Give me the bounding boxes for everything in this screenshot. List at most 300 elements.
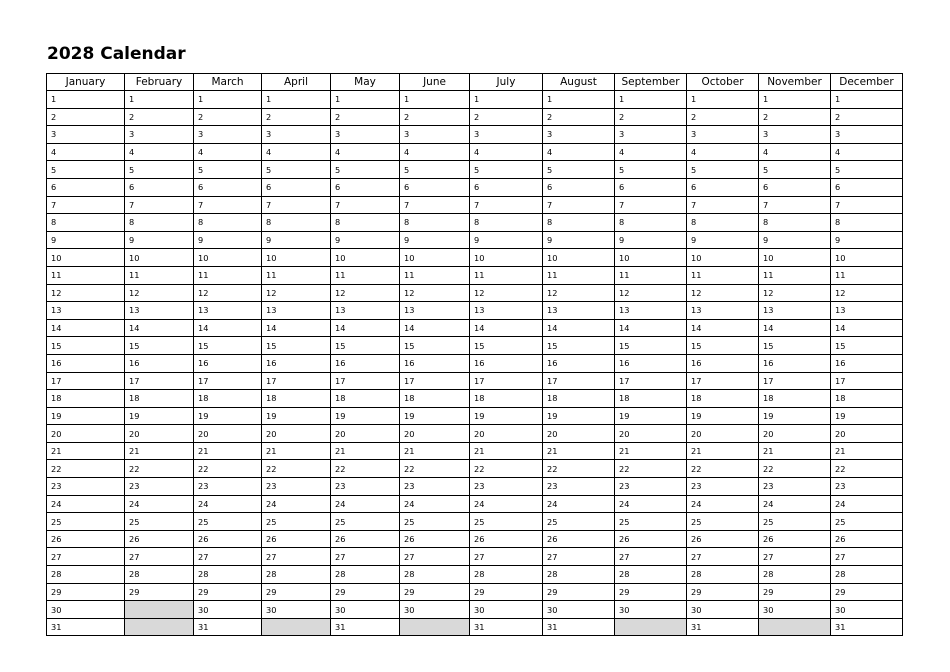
day-cell: 17 [759, 372, 831, 390]
day-cell: 8 [470, 214, 543, 232]
day-row [47, 372, 903, 390]
month-header-september: September [615, 74, 687, 91]
day-cell: 26 [687, 530, 759, 548]
day-cell: 26 [543, 530, 615, 548]
day-cell: 5 [831, 161, 903, 179]
day-cell: 23 [125, 478, 194, 496]
day-cell: 7 [194, 196, 262, 214]
day-row [47, 566, 903, 584]
day-cell: 16 [331, 354, 400, 372]
day-cell: 18 [400, 390, 470, 408]
day-cell: 22 [687, 460, 759, 478]
day-cell: 1 [759, 91, 831, 109]
day-cell: 13 [470, 302, 543, 320]
day-row [47, 196, 903, 214]
day-cell: 26 [615, 530, 687, 548]
day-cell: 1 [687, 91, 759, 109]
day-cell: 4 [543, 143, 615, 161]
day-cell: 24 [615, 495, 687, 513]
day-cell: 8 [331, 214, 400, 232]
day-cell: 23 [759, 478, 831, 496]
day-cell: 9 [543, 231, 615, 249]
day-cell: 25 [831, 513, 903, 531]
day-cell: 24 [759, 495, 831, 513]
day-cell: 13 [125, 302, 194, 320]
day-cell: 3 [125, 126, 194, 144]
day-cell: 4 [615, 143, 687, 161]
day-cell: 13 [400, 302, 470, 320]
day-cell: 17 [470, 372, 543, 390]
day-cell: 29 [400, 583, 470, 601]
day-cell: 4 [125, 143, 194, 161]
day-cell: 22 [831, 460, 903, 478]
day-cell: 3 [615, 126, 687, 144]
day-cell: 17 [331, 372, 400, 390]
day-cell: 28 [470, 566, 543, 584]
day-cell: 31 [831, 618, 903, 636]
day-row [47, 126, 903, 144]
day-cell: 11 [262, 266, 331, 284]
month-header-february: February [125, 74, 194, 91]
day-cell: 27 [831, 548, 903, 566]
day-cell: 19 [194, 407, 262, 425]
day-cell: 9 [759, 231, 831, 249]
day-cell: 13 [543, 302, 615, 320]
day-cell: 18 [543, 390, 615, 408]
day-cell: 13 [194, 302, 262, 320]
day-cell: 5 [615, 161, 687, 179]
day-cell: 26 [759, 530, 831, 548]
day-cell: 9 [47, 231, 125, 249]
day-cell: 15 [615, 337, 687, 355]
day-cell: 28 [47, 566, 125, 584]
day-cell: 1 [543, 91, 615, 109]
day-cell: 25 [759, 513, 831, 531]
day-cell: 29 [543, 583, 615, 601]
day-cell: 26 [831, 530, 903, 548]
day-cell: 20 [615, 425, 687, 443]
day-cell: 13 [262, 302, 331, 320]
day-cell: 16 [400, 354, 470, 372]
day-cell: 13 [831, 302, 903, 320]
day-cell: 8 [543, 214, 615, 232]
day-cell: 26 [194, 530, 262, 548]
day-cell: 2 [262, 108, 331, 126]
day-cell: 30 [262, 601, 331, 619]
day-cell: 21 [47, 442, 125, 460]
day-cell: 19 [262, 407, 331, 425]
day-cell: 6 [194, 178, 262, 196]
day-cell: 8 [759, 214, 831, 232]
day-cell: 21 [687, 442, 759, 460]
day-cell: 20 [125, 425, 194, 443]
month-header-june: June [400, 74, 470, 91]
day-cell: 24 [400, 495, 470, 513]
day-cell: 30 [400, 601, 470, 619]
day-cell: 29 [470, 583, 543, 601]
day-cell: 19 [331, 407, 400, 425]
day-cell: 10 [831, 249, 903, 267]
day-cell: 14 [687, 319, 759, 337]
day-cell: 16 [125, 354, 194, 372]
day-cell: 20 [262, 425, 331, 443]
day-cell: 16 [194, 354, 262, 372]
day-cell: 23 [470, 478, 543, 496]
day-cell: 15 [759, 337, 831, 355]
day-row [47, 178, 903, 196]
day-cell: 4 [262, 143, 331, 161]
day-cell: 20 [831, 425, 903, 443]
day-cell: 2 [831, 108, 903, 126]
day-cell: 12 [470, 284, 543, 302]
day-cell: 12 [615, 284, 687, 302]
day-cell: 23 [400, 478, 470, 496]
day-cell: 16 [470, 354, 543, 372]
day-cell: 12 [400, 284, 470, 302]
day-cell: 1 [47, 91, 125, 109]
day-cell: 3 [47, 126, 125, 144]
day-cell: 23 [262, 478, 331, 496]
day-cell: 27 [331, 548, 400, 566]
day-cell: 13 [759, 302, 831, 320]
day-cell: 11 [400, 266, 470, 284]
day-row [47, 91, 903, 109]
day-cell: 6 [400, 178, 470, 196]
day-cell: 31 [470, 618, 543, 636]
day-cell: 4 [470, 143, 543, 161]
day-cell: 15 [331, 337, 400, 355]
day-cell: 13 [331, 302, 400, 320]
day-cell: 7 [759, 196, 831, 214]
day-cell: 31 [194, 618, 262, 636]
day-cell: 28 [687, 566, 759, 584]
day-cell: 29 [262, 583, 331, 601]
day-cell: 7 [687, 196, 759, 214]
day-cell: 25 [687, 513, 759, 531]
day-cell: 20 [470, 425, 543, 443]
day-cell: 25 [400, 513, 470, 531]
day-cell: 30 [194, 601, 262, 619]
month-header-august: August [543, 74, 615, 91]
calendar-body [47, 91, 903, 636]
day-cell: 17 [262, 372, 331, 390]
day-cell: 1 [262, 91, 331, 109]
day-cell: 12 [831, 284, 903, 302]
day-cell: 26 [125, 530, 194, 548]
day-cell: 21 [262, 442, 331, 460]
day-cell: 6 [543, 178, 615, 196]
day-cell: 13 [615, 302, 687, 320]
day-cell: 2 [470, 108, 543, 126]
day-cell: 4 [759, 143, 831, 161]
day-cell: 3 [831, 126, 903, 144]
day-cell: 31 [47, 618, 125, 636]
day-cell: 15 [400, 337, 470, 355]
day-cell: 8 [262, 214, 331, 232]
day-cell: 24 [543, 495, 615, 513]
day-cell: 11 [615, 266, 687, 284]
day-cell: 25 [125, 513, 194, 531]
day-cell: 10 [759, 249, 831, 267]
day-cell: 20 [47, 425, 125, 443]
day-cell: 24 [47, 495, 125, 513]
day-cell: 4 [400, 143, 470, 161]
day-cell: 29 [47, 583, 125, 601]
day-cell: 14 [331, 319, 400, 337]
day-cell: 6 [262, 178, 331, 196]
day-cell: 9 [262, 231, 331, 249]
day-cell: 24 [125, 495, 194, 513]
day-cell: 10 [400, 249, 470, 267]
day-cell: 25 [331, 513, 400, 531]
day-cell: 21 [400, 442, 470, 460]
day-cell: 9 [687, 231, 759, 249]
day-cell: 29 [831, 583, 903, 601]
day-cell: 15 [47, 337, 125, 355]
day-cell: 31 [331, 618, 400, 636]
day-cell: 10 [47, 249, 125, 267]
day-cell: 10 [125, 249, 194, 267]
day-cell: 23 [543, 478, 615, 496]
day-cell: 14 [759, 319, 831, 337]
day-cell: 22 [47, 460, 125, 478]
month-header-april: April [262, 74, 331, 91]
empty-day-cell [759, 618, 831, 636]
month-header-row [47, 74, 903, 91]
day-cell: 16 [543, 354, 615, 372]
day-cell: 3 [543, 126, 615, 144]
day-cell: 5 [543, 161, 615, 179]
day-cell: 20 [687, 425, 759, 443]
day-cell: 29 [331, 583, 400, 601]
day-cell: 27 [543, 548, 615, 566]
day-row [47, 214, 903, 232]
day-cell: 14 [194, 319, 262, 337]
day-cell: 27 [400, 548, 470, 566]
day-cell: 14 [543, 319, 615, 337]
day-cell: 27 [470, 548, 543, 566]
day-cell: 8 [831, 214, 903, 232]
day-row [47, 513, 903, 531]
day-cell: 12 [262, 284, 331, 302]
day-cell: 13 [687, 302, 759, 320]
day-cell: 6 [759, 178, 831, 196]
day-cell: 18 [331, 390, 400, 408]
day-row [47, 354, 903, 372]
day-cell: 16 [47, 354, 125, 372]
day-cell: 2 [47, 108, 125, 126]
day-cell: 31 [543, 618, 615, 636]
day-cell: 8 [687, 214, 759, 232]
day-cell: 23 [331, 478, 400, 496]
day-row [47, 143, 903, 161]
day-row [47, 460, 903, 478]
day-cell: 24 [194, 495, 262, 513]
day-cell: 24 [831, 495, 903, 513]
empty-day-cell [400, 618, 470, 636]
day-cell: 24 [687, 495, 759, 513]
day-cell: 2 [400, 108, 470, 126]
day-cell: 1 [125, 91, 194, 109]
day-cell: 7 [615, 196, 687, 214]
day-cell: 5 [194, 161, 262, 179]
day-cell: 30 [759, 601, 831, 619]
day-cell: 22 [470, 460, 543, 478]
day-cell: 10 [194, 249, 262, 267]
day-cell: 20 [331, 425, 400, 443]
day-cell: 2 [687, 108, 759, 126]
day-cell: 5 [331, 161, 400, 179]
day-cell: 1 [470, 91, 543, 109]
day-cell: 25 [615, 513, 687, 531]
day-cell: 25 [47, 513, 125, 531]
month-header-december: December [831, 74, 903, 91]
day-cell: 28 [543, 566, 615, 584]
day-cell: 23 [831, 478, 903, 496]
day-cell: 16 [759, 354, 831, 372]
day-cell: 30 [831, 601, 903, 619]
day-cell: 14 [125, 319, 194, 337]
day-cell: 4 [194, 143, 262, 161]
day-cell: 14 [262, 319, 331, 337]
day-cell: 18 [615, 390, 687, 408]
day-cell: 15 [470, 337, 543, 355]
day-row [47, 530, 903, 548]
day-cell: 26 [470, 530, 543, 548]
day-cell: 19 [831, 407, 903, 425]
day-cell: 16 [687, 354, 759, 372]
day-cell: 22 [262, 460, 331, 478]
day-cell: 4 [687, 143, 759, 161]
day-cell: 7 [331, 196, 400, 214]
day-cell: 29 [194, 583, 262, 601]
day-cell: 28 [759, 566, 831, 584]
day-cell: 3 [759, 126, 831, 144]
day-cell: 25 [543, 513, 615, 531]
day-cell: 5 [262, 161, 331, 179]
day-cell: 7 [470, 196, 543, 214]
day-cell: 1 [400, 91, 470, 109]
day-cell: 15 [125, 337, 194, 355]
day-cell: 27 [687, 548, 759, 566]
day-cell: 5 [687, 161, 759, 179]
month-header-november: November [759, 74, 831, 91]
day-row [47, 601, 903, 619]
day-cell: 30 [687, 601, 759, 619]
day-cell: 26 [262, 530, 331, 548]
day-cell: 2 [615, 108, 687, 126]
day-cell: 18 [831, 390, 903, 408]
day-cell: 22 [125, 460, 194, 478]
day-cell: 11 [759, 266, 831, 284]
day-cell: 19 [543, 407, 615, 425]
day-cell: 22 [400, 460, 470, 478]
day-cell: 1 [194, 91, 262, 109]
day-cell: 4 [47, 143, 125, 161]
day-cell: 5 [470, 161, 543, 179]
day-cell: 19 [47, 407, 125, 425]
day-cell: 9 [125, 231, 194, 249]
day-cell: 28 [400, 566, 470, 584]
day-cell: 4 [331, 143, 400, 161]
day-cell: 2 [125, 108, 194, 126]
day-cell: 3 [331, 126, 400, 144]
day-cell: 6 [331, 178, 400, 196]
day-cell: 22 [759, 460, 831, 478]
day-cell: 12 [47, 284, 125, 302]
day-cell: 22 [615, 460, 687, 478]
day-cell: 17 [400, 372, 470, 390]
day-cell: 14 [470, 319, 543, 337]
day-row [47, 425, 903, 443]
day-cell: 18 [687, 390, 759, 408]
day-cell: 17 [125, 372, 194, 390]
day-row [47, 478, 903, 496]
day-cell: 23 [687, 478, 759, 496]
day-cell: 23 [47, 478, 125, 496]
day-cell: 18 [262, 390, 331, 408]
page-title: 2028 Calendar [47, 44, 186, 64]
day-cell: 15 [543, 337, 615, 355]
empty-day-cell [262, 618, 331, 636]
day-cell: 21 [759, 442, 831, 460]
day-cell: 10 [543, 249, 615, 267]
day-cell: 7 [262, 196, 331, 214]
day-cell: 17 [543, 372, 615, 390]
day-row [47, 249, 903, 267]
day-cell: 2 [331, 108, 400, 126]
day-cell: 11 [831, 266, 903, 284]
day-cell: 27 [47, 548, 125, 566]
day-cell: 27 [615, 548, 687, 566]
day-cell: 27 [125, 548, 194, 566]
day-cell: 8 [615, 214, 687, 232]
day-cell: 11 [331, 266, 400, 284]
day-row [47, 266, 903, 284]
day-row [47, 108, 903, 126]
month-header-january: January [47, 74, 125, 91]
day-cell: 31 [687, 618, 759, 636]
day-cell: 10 [470, 249, 543, 267]
day-row [47, 548, 903, 566]
day-row [47, 161, 903, 179]
day-cell: 21 [543, 442, 615, 460]
day-cell: 12 [125, 284, 194, 302]
day-cell: 20 [543, 425, 615, 443]
day-cell: 12 [687, 284, 759, 302]
day-cell: 23 [194, 478, 262, 496]
day-cell: 7 [831, 196, 903, 214]
day-cell: 24 [331, 495, 400, 513]
day-cell: 27 [194, 548, 262, 566]
day-cell: 14 [400, 319, 470, 337]
day-cell: 11 [125, 266, 194, 284]
day-row [47, 302, 903, 320]
day-row [47, 583, 903, 601]
day-cell: 12 [331, 284, 400, 302]
year-calendar-table [46, 73, 903, 636]
day-row [47, 407, 903, 425]
day-cell: 29 [687, 583, 759, 601]
day-cell: 11 [194, 266, 262, 284]
day-cell: 29 [615, 583, 687, 601]
day-cell: 22 [543, 460, 615, 478]
day-cell: 9 [470, 231, 543, 249]
day-cell: 15 [831, 337, 903, 355]
day-cell: 17 [831, 372, 903, 390]
day-cell: 11 [687, 266, 759, 284]
day-cell: 19 [125, 407, 194, 425]
